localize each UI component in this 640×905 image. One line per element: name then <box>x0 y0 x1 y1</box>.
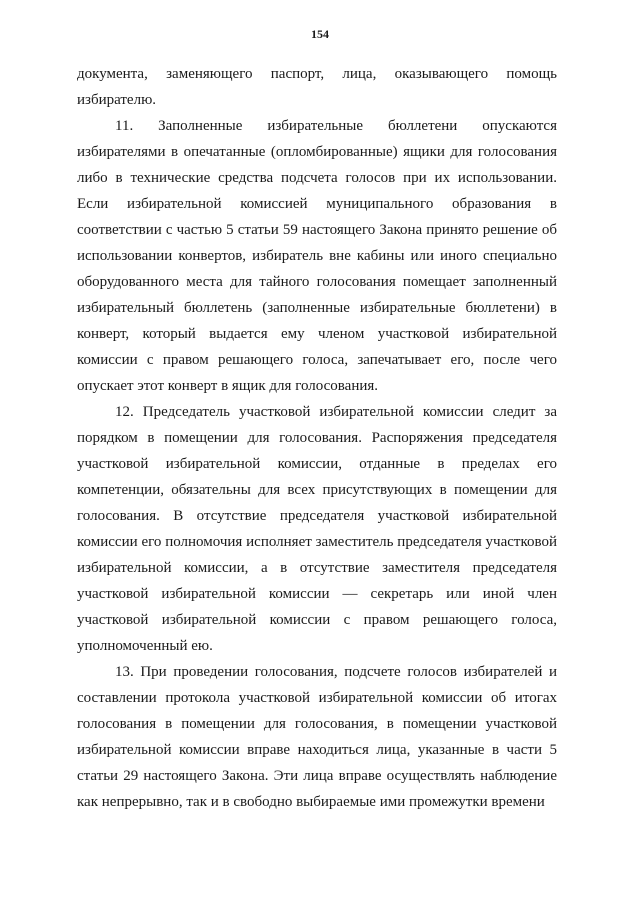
page-number: 154 <box>311 27 329 41</box>
paragraph-continuation: документа, заменяющего паспорт, лица, оказывающего помощь избирателю. <box>77 66 557 108</box>
paragraph-11: 11. Заполненные избирательные бюллетени опускаются избирателями в опечатанные (опломбированные) ящики для голосования либо в технические средства подсчета голосов при их использовании. Если избирательной комиссией муниципального образования в соответствии с частью 5 статьи 59 настоящего Закона принято решение об использовании конвертов, избиратель вне кабины или иного специально оборудованного места для тайного голосования помещает заполненный избирательный бюллетень (заполненные избирательные бюллетени) в конверт, который выдается ему членом участковой избирательной комиссии с правом решающего голоса, запечатывает его, после чего опускает этот конверт в ящик для голосования. <box>77 118 557 394</box>
paragraph-12: 12. Председатель участковой избирательной комиссии следит за порядком в помещении для голосования. Распоряжения председателя участковой избирательной комиссии, отданные в пределах его компетенции, обязательны для всех присутствующих в помещении для голосования. В отсутствие председателя участковой избирательной комиссии его полномочия исполняет заместитель председателя участковой избирательной комиссии, а в отсутствие заместителя председателя участковой избирательной комиссии — секретарь или иной член участковой избирательной комиссии с правом решающего голоса, уполномоченный ею. <box>77 404 557 654</box>
document-body <box>77 61 557 815</box>
paragraph-13: 13. При проведении голосования, подсчете голосов избирателей и составлении протокола участковой избирательной комиссии об итогах голосования в помещении для голосования, в помещении участковой избирательной комиссии вправе находиться лица, указанные в части 5 статьи 29 настоящего Закона. Эти лица вправе осуществлять наблюдение как непрерывно, так и в свободно выбираемые ими промежутки времени <box>77 664 557 810</box>
